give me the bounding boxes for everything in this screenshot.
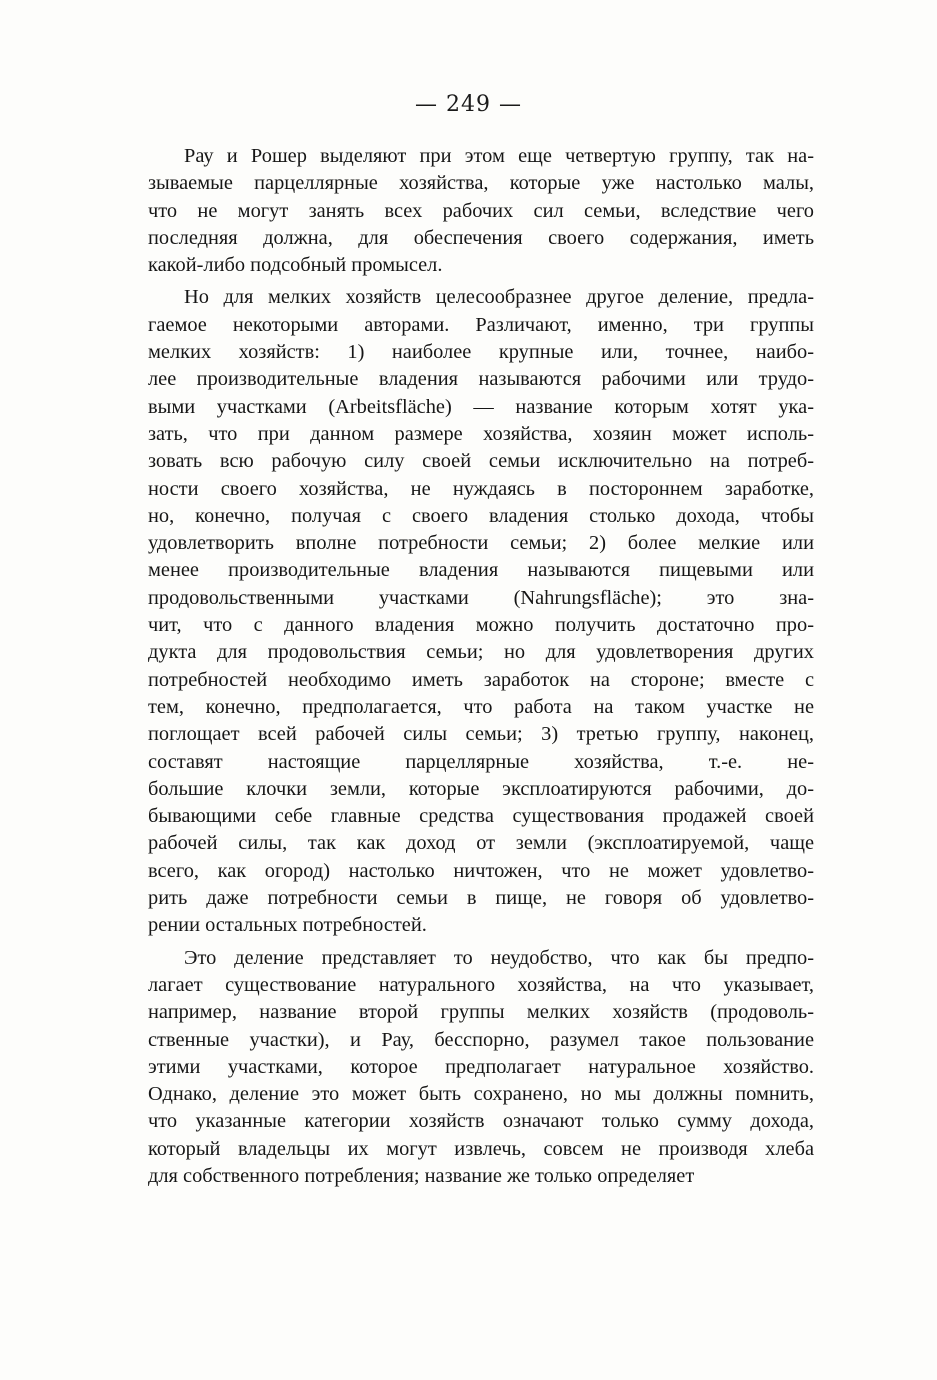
text-line: например, название второй группы мелких хозяйств (продоволь- — [148, 1001, 814, 1024]
text-line: большие клочки земли, которые эксплоатируются рабочими, до- — [148, 777, 814, 800]
text-line: составят настоящие парцеллярные хозяйства, т.-е. не- — [148, 750, 814, 773]
text-line: выми участками (Arbeitsfläche) — название которым хотят ука- — [148, 395, 814, 418]
text-line: удовлетворить вполне потребности семьи; 2) более мелкие или — [148, 532, 814, 555]
page-number: — 249 — — [415, 92, 522, 117]
text-line: Однако, деление это может быть сохранено, но мы должны помнить, — [148, 1083, 814, 1106]
text-line: продовольственными участками (Nahrungsfläche); это зна- — [148, 586, 814, 609]
text-line: Это деление представляет то неудобство, что как бы предпо- — [184, 946, 814, 969]
text-line: для собственного потребления; название же только определяет — [148, 1164, 695, 1187]
text-line: тем, конечно, предполагается, что работа на таком участке не — [148, 695, 814, 718]
text-line: но, конечно, получая с своего владения столько дохода, чтобы — [148, 504, 814, 527]
text-line: ности своего хозяйства, не нуждаясь в постороннем заработке, — [148, 477, 814, 500]
paragraph — [148, 143, 814, 279]
text-line: всего, как огород) настолько ничтожен, что не может удовлетво- — [148, 859, 814, 882]
body-text — [148, 143, 814, 1190]
text-line: гаемое некоторыми авторами. Различают, именно, три группы — [148, 313, 814, 336]
text-line: Но для мелких хозяйств целесообразнее другое деление, предла- — [184, 286, 814, 309]
text-line: чит, что с данного владения можно получить достаточно про- — [148, 614, 814, 637]
text-line: зовать всю рабочую силу своей семьи исключительно на потреб- — [148, 450, 814, 473]
text-line: зываемые парцеллярные хозяйства, которые уже настолько малы, — [148, 172, 814, 195]
text-line: рабочей силы, так как доход от земли (эксплоатируемой, чаще — [148, 832, 814, 855]
text-line: лее производительные владения называются рабочими или трудо- — [148, 368, 814, 391]
text-line: который владельцы их могут извлечь, совсем не производя хлеба — [148, 1137, 814, 1160]
text-line: что указанные категории хозяйств означают только сумму дохода, — [148, 1110, 814, 1133]
paragraph — [148, 284, 814, 939]
text-line: менее производительные владения называются пищевыми или — [148, 559, 814, 582]
text-line: последняя должна, для обеспечения своего содержания, иметь — [148, 226, 814, 249]
text-line: рить даже потребности семьи в пище, не говоря об удовлетво- — [148, 887, 814, 910]
text-line: рении остальных потребностей. — [148, 914, 427, 937]
text-line: поглощает всей рабочей силы семьи; 3) третью группу, наконец, — [148, 723, 814, 746]
text-line: ственные участки), и Рау, бесспорно, разумел такое пользование — [148, 1028, 814, 1051]
text-line: бывающими себе главные средства существования продажей своей — [148, 805, 814, 828]
paragraph — [148, 945, 814, 1191]
text-line: какой-либо подсобный промысел. — [148, 254, 443, 277]
text-line: зать, что при данном размере хозяйства, хозяин может исполь- — [148, 422, 814, 445]
text-line: что не могут занять всех рабочих сил семьи, вследствие чего — [148, 199, 814, 222]
text-line: мелких хозяйств: 1) наиболее крупные или, точнее, наибо- — [148, 341, 814, 364]
text-line: Рау и Рошер выделяют при этом еще четвертую группу, так на- — [184, 145, 814, 167]
text-line: лагает существование натурального хозяйства, на что указывает, — [148, 973, 814, 996]
text-line: дукта для продовольствия семьи; но для удовлетворения других — [148, 641, 814, 664]
text-line: этими участками, которое предполагает натуральное хозяйство. — [148, 1055, 814, 1078]
text-line: потребностей необходимо иметь заработок на стороне; вместе с — [148, 668, 814, 691]
